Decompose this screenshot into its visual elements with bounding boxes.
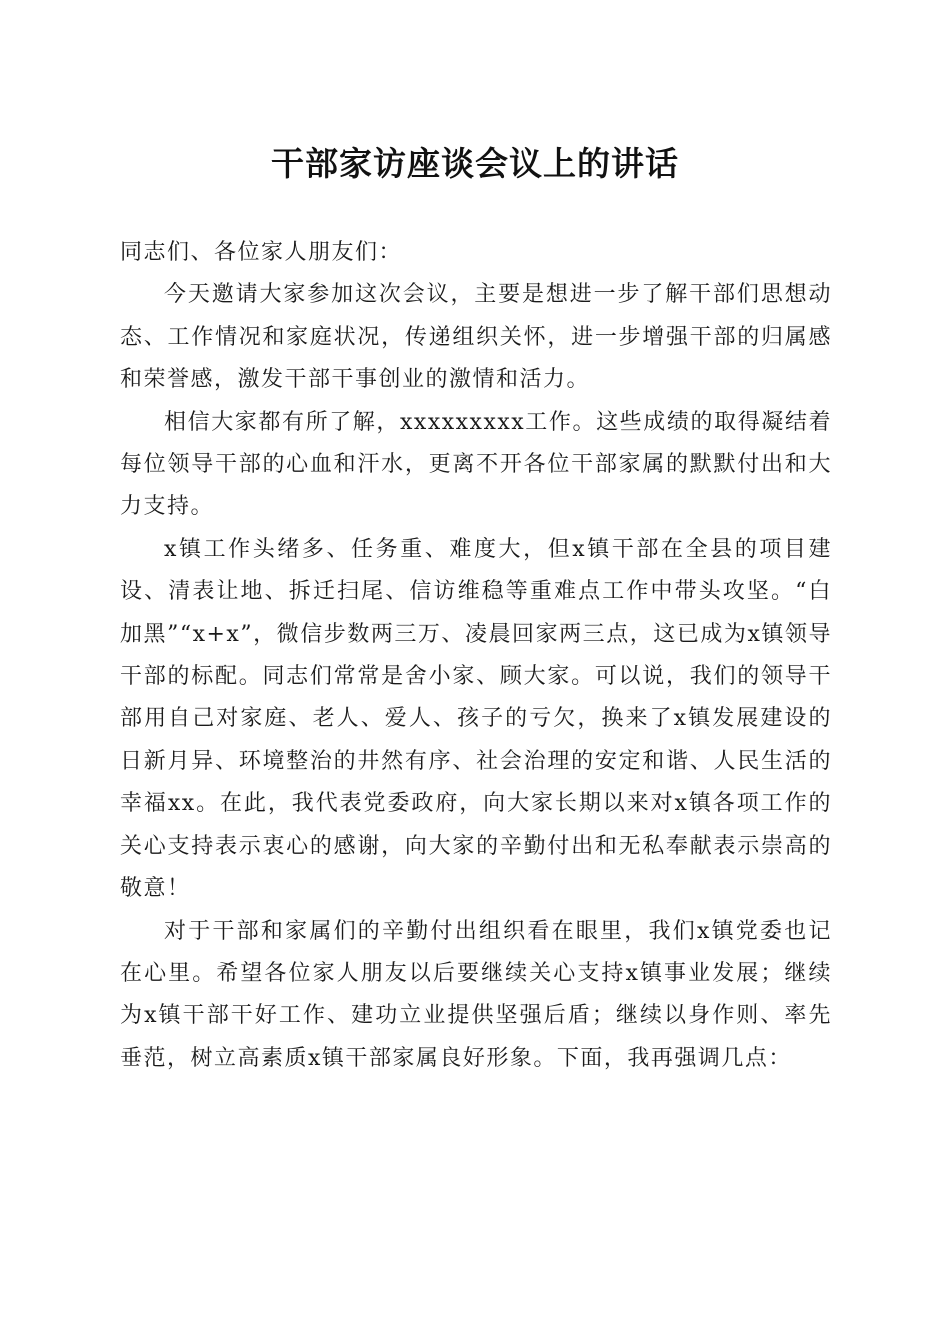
document-body: [120, 232, 832, 1080]
paragraph-2: 相信大家都有所了解，xxxxxxxxx工作。这些成绩的取得凝结着每位领导干部的心血和汗水，更离不开各位干部家属的默默付出和大力支持。: [120, 409, 832, 520]
greeting: 同志们、各位家人朋友们：: [120, 240, 403, 265]
paragraph-1: 今天邀请大家参加这次会议，主要是想进一步了解干部们思想动态、工作情况和家庭状况，传递组织关怀，进一步增强干部的归属感和荣誉感，激发干部干事创业的激情和活力。: [120, 282, 832, 393]
document-title: 干部家访座谈会议上的讲话: [271, 144, 679, 183]
paragraph-4: 对于干部和家属们的辛勤付出组织看在眼里，我们x镇党委也记在心里。希望各位家人朋友以后要继续关心支持x镇事业发展；继续为x镇干部干好工作、建功立业提供坚强后盾；继续以身作则、率先垂范，树立高素质x镇干部家属良好形象。下面，我再强调几点：: [120, 918, 832, 1071]
paragraph-3: x镇工作头绪多、任务重、难度大，但x镇干部在全县的项目建设、清表让地、拆迁扫尾、信访维稳等重难点工作中带头攻坚。“白加黑”“x+x”，微信步数两三万、凌晨回家两三点，这已成为x镇领导干部的标配。同志们常常是舍小家、顾大家。可以说，我们的领导干部用自己对家庭、老人、爱人、孩子的亏欠，换来了x镇发展建设的日新月异、环境整治的井然有序、社会治理的安定和谐、人民生活的幸福xx。在此，我代表党委政府，向大家长期以来对x镇各项工作的关心支持表示衷心的感谢，向大家的辛勤付出和无私奉献表示崇高的敬意！: [120, 536, 832, 902]
